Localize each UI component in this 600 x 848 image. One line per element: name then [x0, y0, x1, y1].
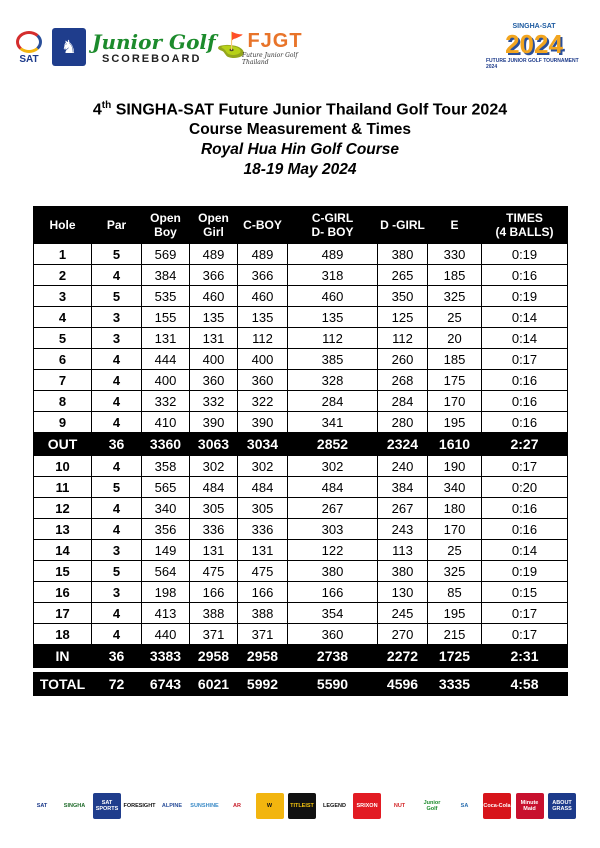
cell-d-girl: 267 — [378, 498, 428, 519]
tournament-logo-top: SINGHA-SAT — [512, 22, 556, 30]
cell-e: 25 — [428, 540, 482, 561]
sponsor-logo: AR — [223, 793, 251, 819]
cell-par: 36 — [92, 433, 142, 456]
cell-open-girl: 360 — [190, 370, 238, 391]
cell-e: 20 — [428, 328, 482, 349]
cell-c-girl-d-boy: 380 — [288, 561, 378, 582]
cell-open-boy: 131 — [142, 328, 190, 349]
cell-e: 325 — [428, 286, 482, 307]
sponsor-logo: Minute Maid — [516, 793, 544, 819]
col-e: E — [428, 207, 482, 244]
cell-par: 5 — [92, 286, 142, 307]
cell-c-boy: 131 — [238, 540, 288, 561]
cell-e: 195 — [428, 412, 482, 433]
sponsor-logo: Coca-Cola — [483, 793, 511, 819]
cell-times: 0:14 — [482, 328, 568, 349]
cell-open-girl: 400 — [190, 349, 238, 370]
cell-d-girl: 380 — [378, 244, 428, 265]
cell-hole: 2 — [34, 265, 92, 286]
cell-times: 0:15 — [482, 582, 568, 603]
cell-c-boy: 400 — [238, 349, 288, 370]
table-row — [34, 498, 568, 519]
cell-par: 4 — [92, 370, 142, 391]
cell-hole: 7 — [34, 370, 92, 391]
cell-d-girl: 284 — [378, 391, 428, 412]
total-row — [34, 673, 568, 696]
table-row — [34, 582, 568, 603]
cell-c-boy: 5992 — [238, 673, 288, 696]
cell-c-girl-d-boy: 2852 — [288, 433, 378, 456]
cell-e: 1725 — [428, 645, 482, 668]
cell-par: 36 — [92, 645, 142, 668]
cell-c-boy: 322 — [238, 391, 288, 412]
cell-hole: 18 — [34, 624, 92, 645]
cell-e: 85 — [428, 582, 482, 603]
cell-par: 4 — [92, 412, 142, 433]
golfer-icon: ⛳ — [216, 31, 246, 59]
sponsor-logo: ALPINE — [158, 793, 186, 819]
fjgt-logo — [242, 30, 308, 66]
sponsor-logo-strip — [28, 788, 576, 824]
course-name: Royal Hua Hin Golf Course — [200, 141, 400, 159]
table-row — [34, 477, 568, 498]
cell-open-boy: 356 — [142, 519, 190, 540]
cell-d-girl: 280 — [378, 412, 428, 433]
cell-c-boy: 489 — [238, 244, 288, 265]
cell-c-girl-d-boy: 166 — [288, 582, 378, 603]
title-block — [0, 96, 600, 180]
cell-par: 5 — [92, 244, 142, 265]
cell-open-girl: 371 — [190, 624, 238, 645]
singha-lion-icon: ♞ — [52, 28, 86, 66]
table-row — [34, 603, 568, 624]
cell-c-girl-d-boy: 135 — [288, 307, 378, 328]
cell-d-girl: 4596 — [378, 673, 428, 696]
cell-c-girl-d-boy: 284 — [288, 391, 378, 412]
cell-par: 72 — [92, 673, 142, 696]
sat-logo — [12, 28, 46, 68]
out-subtotal-row — [34, 433, 568, 456]
cell-open-girl: 135 — [190, 307, 238, 328]
cell-e: 340 — [428, 477, 482, 498]
cell-open-boy: 444 — [142, 349, 190, 370]
cell-d-girl: 265 — [378, 265, 428, 286]
cell-e: 175 — [428, 370, 482, 391]
cell-open-girl: 460 — [190, 286, 238, 307]
sponsor-logo: ABOUT GRASS — [548, 793, 576, 819]
cell-c-boy: 166 — [238, 582, 288, 603]
sponsor-logo: SUNSHINE — [191, 793, 219, 819]
table-row — [34, 412, 568, 433]
in-subtotal-row — [34, 645, 568, 668]
table-row — [34, 540, 568, 561]
sponsor-logo: LEGEND — [321, 793, 349, 819]
cell-open-boy: 340 — [142, 498, 190, 519]
cell-times: 0:16 — [482, 265, 568, 286]
cell-open-boy: 410 — [142, 412, 190, 433]
cell-par: 4 — [92, 456, 142, 477]
table-row — [34, 456, 568, 477]
sat-logo-text: SAT — [19, 54, 39, 65]
cell-c-girl-d-boy: 360 — [288, 624, 378, 645]
cell-hole: 15 — [34, 561, 92, 582]
cell-c-girl-d-boy: 112 — [288, 328, 378, 349]
cell-e: 3335 — [428, 673, 482, 696]
cell-hole: 4 — [34, 307, 92, 328]
cell-c-boy: 460 — [238, 286, 288, 307]
cell-hole: 6 — [34, 349, 92, 370]
col-open-girl: Open Girl — [190, 207, 238, 244]
cell-open-girl: 336 — [190, 519, 238, 540]
cell-c-girl-d-boy: 328 — [288, 370, 378, 391]
table-header-row — [34, 207, 568, 244]
table-body — [34, 244, 568, 696]
cell-open-boy: 3360 — [142, 433, 190, 456]
cell-open-girl: 332 — [190, 391, 238, 412]
cell-open-boy: 569 — [142, 244, 190, 265]
cell-c-girl-d-boy: 460 — [288, 286, 378, 307]
cell-par: 5 — [92, 477, 142, 498]
table-row — [34, 349, 568, 370]
tour-name: SINGHA-SAT Future Junior Thailand Golf Tour 2024 — [115, 101, 508, 119]
cell-c-boy: 2958 — [238, 645, 288, 668]
col-par: Par — [92, 207, 142, 244]
cell-open-girl: 166 — [190, 582, 238, 603]
cell-times: 0:16 — [482, 391, 568, 412]
event-dates: 18-19 May 2024 — [243, 161, 357, 179]
cell-par: 5 — [92, 561, 142, 582]
tour-ordinal-suffix: th — [101, 100, 112, 111]
cell-d-girl: 2272 — [378, 645, 428, 668]
cell-c-boy: 336 — [238, 519, 288, 540]
cell-open-girl: 390 — [190, 412, 238, 433]
cell-hole: 14 — [34, 540, 92, 561]
cell-times: 0:14 — [482, 307, 568, 328]
cell-c-girl-d-boy: 385 — [288, 349, 378, 370]
cell-e: 25 — [428, 307, 482, 328]
table-row — [34, 286, 568, 307]
cell-open-girl: 489 — [190, 244, 238, 265]
table-row — [34, 370, 568, 391]
cell-times: 0:19 — [482, 244, 568, 265]
cell-hole: 1 — [34, 244, 92, 265]
cell-hole: 11 — [34, 477, 92, 498]
cell-c-girl-d-boy: 341 — [288, 412, 378, 433]
table-row — [34, 307, 568, 328]
sponsor-logo: NUT — [386, 793, 414, 819]
sponsor-logo: SAT — [28, 793, 56, 819]
cell-open-girl: 388 — [190, 603, 238, 624]
cell-e: 185 — [428, 349, 482, 370]
sponsor-logo: FORESIGHT — [126, 793, 154, 819]
cell-d-girl: 268 — [378, 370, 428, 391]
table-row — [34, 391, 568, 412]
cell-open-boy: 565 — [142, 477, 190, 498]
cell-open-girl: 305 — [190, 498, 238, 519]
sponsor-logo: SA — [451, 793, 479, 819]
sponsor-logo: Junior Golf — [418, 793, 446, 819]
tournament-2024-logo — [486, 18, 582, 74]
cell-d-girl: 130 — [378, 582, 428, 603]
tournament-logo-year: 2024 — [505, 28, 563, 59]
cell-par: 4 — [92, 624, 142, 645]
cell-d-girl: 243 — [378, 519, 428, 540]
cell-d-girl: 125 — [378, 307, 428, 328]
fjgt-logo-text: FJGT — [247, 30, 303, 52]
cell-times: 0:17 — [482, 456, 568, 477]
cell-hole: TOTAL — [34, 673, 92, 696]
cell-c-boy: 360 — [238, 370, 288, 391]
col-c-girl-d-boy: C-GIRL D- BOY — [288, 207, 378, 244]
sat-ring-icon — [16, 31, 42, 53]
cell-e: 170 — [428, 519, 482, 540]
cell-hole: 16 — [34, 582, 92, 603]
cell-c-boy: 371 — [238, 624, 288, 645]
col-c-boy: C-BOY — [238, 207, 288, 244]
cell-times: 0:19 — [482, 561, 568, 582]
cell-par: 4 — [92, 349, 142, 370]
cell-c-boy: 302 — [238, 456, 288, 477]
cell-c-girl-d-boy: 2738 — [288, 645, 378, 668]
cell-open-girl: 131 — [190, 540, 238, 561]
cell-par: 3 — [92, 582, 142, 603]
cell-e: 185 — [428, 265, 482, 286]
cell-par: 3 — [92, 307, 142, 328]
cell-par: 4 — [92, 603, 142, 624]
cell-c-girl-d-boy: 303 — [288, 519, 378, 540]
col-open-boy: Open Boy — [142, 207, 190, 244]
fjgt-logo-subtext: Future Junior Golf Thailand — [242, 52, 298, 66]
cell-c-boy: 388 — [238, 603, 288, 624]
cell-c-boy: 112 — [238, 328, 288, 349]
cell-c-girl-d-boy: 484 — [288, 477, 378, 498]
cell-e: 190 — [428, 456, 482, 477]
cell-times: 2:31 — [482, 645, 568, 668]
cell-d-girl: 245 — [378, 603, 428, 624]
header-logos — [0, 0, 600, 86]
col-d-girl: D -GIRL — [378, 207, 428, 244]
cell-times: 0:16 — [482, 370, 568, 391]
cell-times: 0:17 — [482, 624, 568, 645]
table-row — [34, 328, 568, 349]
cell-c-girl-d-boy: 318 — [288, 265, 378, 286]
cell-times: 2:27 — [482, 433, 568, 456]
cell-e: 170 — [428, 391, 482, 412]
cell-par: 4 — [92, 265, 142, 286]
cell-open-boy: 400 — [142, 370, 190, 391]
cell-e: 180 — [428, 498, 482, 519]
cell-par: 3 — [92, 328, 142, 349]
cell-times: 4:58 — [482, 673, 568, 696]
cell-times: 0:19 — [482, 286, 568, 307]
cell-open-boy: 358 — [142, 456, 190, 477]
cell-e: 1610 — [428, 433, 482, 456]
cell-hole: OUT — [34, 433, 92, 456]
cell-c-boy: 3034 — [238, 433, 288, 456]
cell-open-boy: 6743 — [142, 673, 190, 696]
table-row — [34, 561, 568, 582]
col-hole: Hole — [34, 207, 92, 244]
col-times: TIMES (4 BALLS) — [482, 207, 568, 244]
cell-open-girl: 3063 — [190, 433, 238, 456]
cell-hole: 5 — [34, 328, 92, 349]
cell-e: 330 — [428, 244, 482, 265]
cell-d-girl: 260 — [378, 349, 428, 370]
cell-open-boy: 198 — [142, 582, 190, 603]
cell-c-boy: 305 — [238, 498, 288, 519]
table-row — [34, 519, 568, 540]
cell-open-boy: 564 — [142, 561, 190, 582]
cell-open-boy: 155 — [142, 307, 190, 328]
tour-title — [0, 96, 600, 120]
junior-golf-scoreboard-logo — [92, 26, 217, 70]
cell-times: 0:14 — [482, 540, 568, 561]
cell-c-boy: 135 — [238, 307, 288, 328]
cell-open-girl: 475 — [190, 561, 238, 582]
cell-times: 0:16 — [482, 412, 568, 433]
cell-hole: 9 — [34, 412, 92, 433]
cell-times: 0:16 — [482, 519, 568, 540]
cell-d-girl: 112 — [378, 328, 428, 349]
cell-hole: 10 — [34, 456, 92, 477]
cell-c-girl-d-boy: 302 — [288, 456, 378, 477]
cell-c-girl-d-boy: 354 — [288, 603, 378, 624]
cell-open-girl: 484 — [190, 477, 238, 498]
sponsor-logo: TITLEIST — [288, 793, 316, 819]
cell-par: 3 — [92, 540, 142, 561]
cell-d-girl: 384 — [378, 477, 428, 498]
cell-d-girl: 350 — [378, 286, 428, 307]
cell-open-boy: 413 — [142, 603, 190, 624]
cell-times: 0:17 — [482, 349, 568, 370]
tournament-logo-bottom: FUTURE JUNIOR GOLF TOURNAMENT 2024 — [486, 57, 579, 70]
sponsor-logo: SINGHA — [61, 793, 89, 819]
cell-open-boy: 3383 — [142, 645, 190, 668]
cell-open-girl: 131 — [190, 328, 238, 349]
table-row — [34, 265, 568, 286]
cell-e: 215 — [428, 624, 482, 645]
cell-open-boy: 384 — [142, 265, 190, 286]
sponsor-logo: W — [256, 793, 284, 819]
cell-hole: 13 — [34, 519, 92, 540]
cell-par: 4 — [92, 498, 142, 519]
cell-open-boy: 440 — [142, 624, 190, 645]
cell-open-boy: 149 — [142, 540, 190, 561]
cell-open-girl: 302 — [190, 456, 238, 477]
sponsor-logo: SRIXON — [353, 793, 381, 819]
cell-c-girl-d-boy: 122 — [288, 540, 378, 561]
cell-c-girl-d-boy: 5590 — [288, 673, 378, 696]
junior-golf-logo-text: Junior Golf — [92, 30, 216, 54]
cell-c-girl-d-boy: 489 — [288, 244, 378, 265]
page-subtitle: Course Measurement & Times — [189, 121, 411, 139]
cell-d-girl: 2324 — [378, 433, 428, 456]
cell-open-girl: 2958 — [190, 645, 238, 668]
cell-e: 325 — [428, 561, 482, 582]
cell-hole: 17 — [34, 603, 92, 624]
cell-hole: 12 — [34, 498, 92, 519]
cell-open-girl: 366 — [190, 265, 238, 286]
cell-c-boy: 390 — [238, 412, 288, 433]
cell-open-girl: 6021 — [190, 673, 238, 696]
course-measurement-table — [33, 206, 568, 696]
scoreboard-logo-text: SCOREBOARD — [102, 53, 202, 65]
cell-hole: 8 — [34, 391, 92, 412]
cell-d-girl: 270 — [378, 624, 428, 645]
tour-ordinal: 4 — [92, 101, 102, 119]
cell-c-girl-d-boy: 267 — [288, 498, 378, 519]
cell-times: 0:20 — [482, 477, 568, 498]
cell-e: 195 — [428, 603, 482, 624]
cell-c-boy: 484 — [238, 477, 288, 498]
cell-open-boy: 332 — [142, 391, 190, 412]
table-row — [34, 244, 568, 265]
cell-c-boy: 475 — [238, 561, 288, 582]
cell-d-girl: 380 — [378, 561, 428, 582]
cell-par: 4 — [92, 391, 142, 412]
cell-times: 0:17 — [482, 603, 568, 624]
cell-c-boy: 366 — [238, 265, 288, 286]
cell-d-girl: 113 — [378, 540, 428, 561]
table-row — [34, 624, 568, 645]
cell-times: 0:16 — [482, 498, 568, 519]
cell-d-girl: 240 — [378, 456, 428, 477]
cell-open-boy: 535 — [142, 286, 190, 307]
cell-hole: 3 — [34, 286, 92, 307]
sponsor-logo: SAT SPORTS — [93, 793, 121, 819]
cell-par: 4 — [92, 519, 142, 540]
cell-hole: IN — [34, 645, 92, 668]
